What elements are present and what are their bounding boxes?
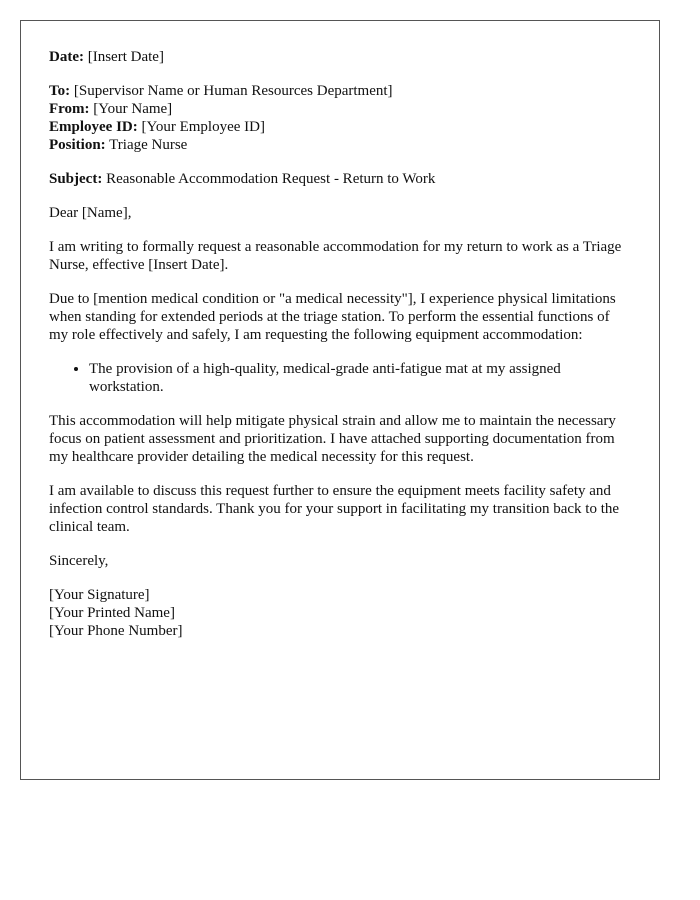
position-line: [49, 136, 631, 154]
from-line: [49, 100, 631, 118]
list-item: • The provision of a high-quality, medical-grade anti-fatigue mat at my assigned workstation.: [89, 360, 631, 396]
address-block: [49, 82, 631, 154]
employee-id-label: Employee ID:: [49, 119, 138, 135]
subject-label: Subject:: [49, 171, 103, 187]
date-line: [49, 48, 631, 66]
to-label: To:: [49, 83, 71, 99]
signature-block: [49, 586, 631, 640]
date-label: Date:: [49, 49, 84, 65]
accommodation-list: [49, 360, 631, 396]
date-value: [Insert Date]: [87, 49, 164, 65]
from-label: From:: [49, 101, 90, 117]
employee-id-line: [49, 118, 631, 136]
position-label: Position:: [49, 137, 106, 153]
phone-number-line: [Your Phone Number]: [49, 623, 183, 639]
signature-line: [Your Signature]: [49, 587, 150, 603]
subject-value: Reasonable Accommodation Request - Return to Work: [106, 171, 436, 187]
sign-off: Sincerely,: [49, 553, 109, 569]
printed-name-line: [Your Printed Name]: [49, 605, 175, 621]
letter: [20, 20, 660, 780]
subject-line: [49, 170, 631, 188]
to-line: [49, 82, 631, 100]
employee-id-value: [Your Employee ID]: [141, 119, 265, 135]
salutation: Dear [Name],: [49, 205, 132, 221]
paragraph-condition: Due to [mention medical condition or "a medical necessity"], I experience physical limitations when standing for extended periods at the triage station. To perform the essential functions of my role effectively and safely, I am requesting the following equipment accommodation:: [49, 291, 616, 343]
from-value: [Your Name]: [93, 101, 173, 117]
paragraph-intro: I am writing to formally request a reasonable accommodation for my return to work as a Triage Nurse, effective [Insert Date].: [49, 239, 622, 273]
to-value: [Supervisor Name or Human Resources Department]: [73, 83, 393, 99]
paragraph-benefit: This accommodation will help mitigate physical strain and allow me to maintain the necessary focus on patient assessment and prioritization. I have attached supporting documentation from my healthcare provider detailing the medical necessity for this request.: [49, 413, 616, 465]
paragraph-availability: I am available to discuss this request further to ensure the equipment meets facility safety and infection control standards. Thank you for your support in facilitating my transition back to the clinical team.: [49, 483, 620, 535]
position-value: Triage Nurse: [109, 137, 188, 153]
